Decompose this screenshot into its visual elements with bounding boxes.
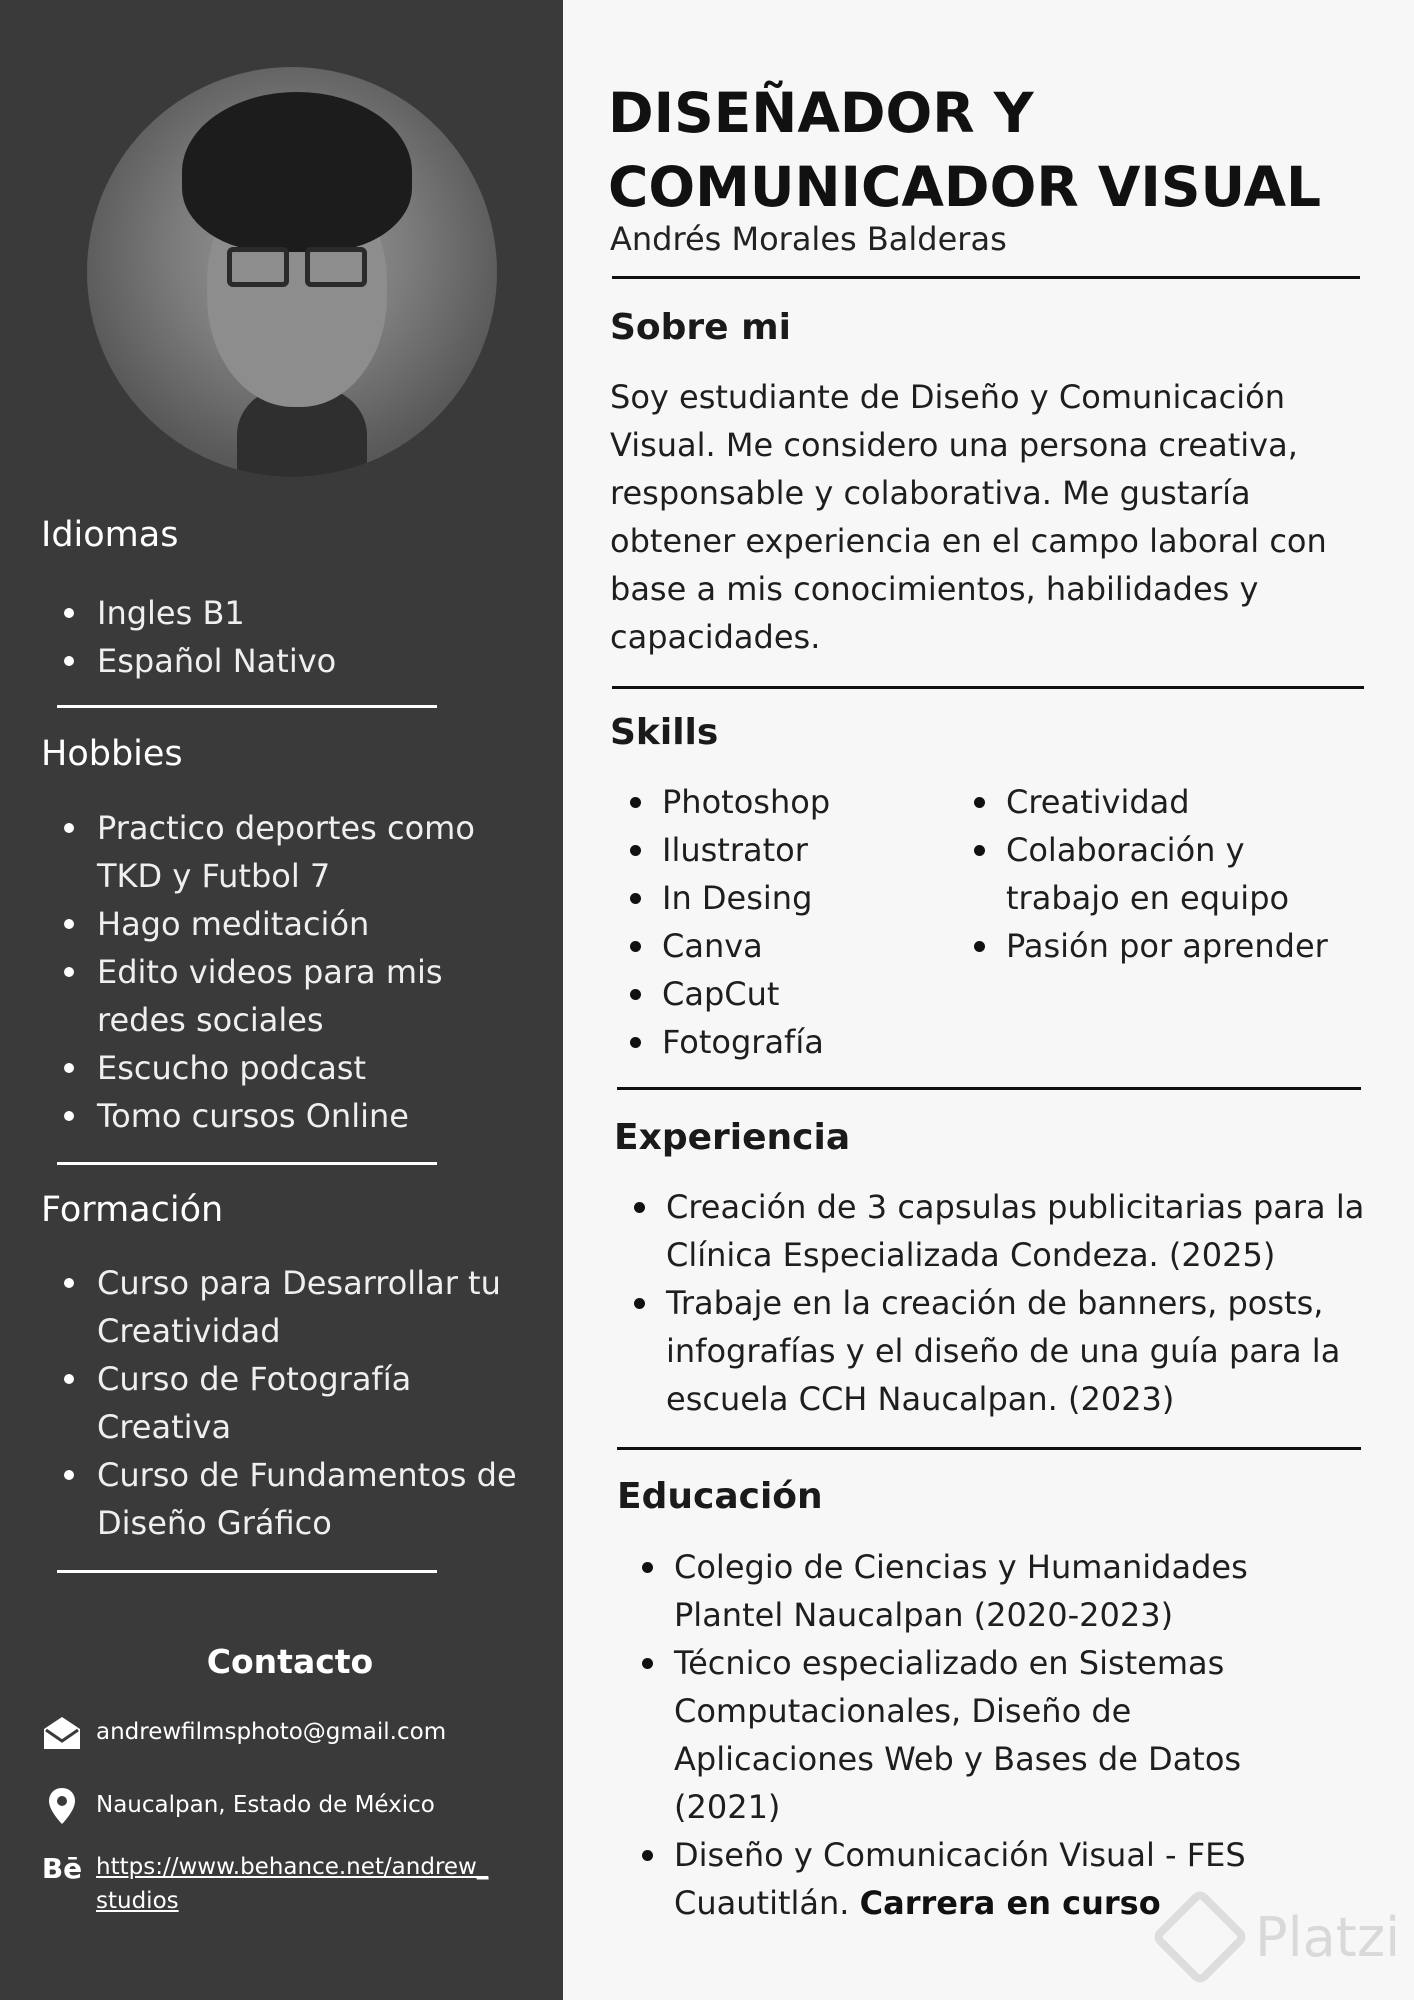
formacion-heading: Formación [41,1190,224,1230]
divider [617,1447,1361,1450]
list-item: CapCut [620,970,950,1018]
sidebar [0,0,563,2000]
list-item: Trabaje en la creación de banners, posts, infografías y el diseño de una guía para la escuela CCH Naucalpan. (2023) [624,1279,1394,1423]
list-item: Pasión por aprender [964,922,1344,970]
list-item: Curso para Desarrollar tu Creatividad [57,1259,537,1355]
envelope-icon [40,1715,84,1751]
sobre-heading: Sobre mi [610,307,791,348]
list-item: Hago meditación [57,900,527,948]
idiomas-heading: Idiomas [41,515,179,555]
divider [57,1570,437,1573]
location-text: Naucalpan, Estado de México [96,1792,435,1818]
list-item: Canva [620,922,950,970]
divider [57,705,437,708]
hobbies-heading: Hobbies [41,734,183,774]
divider [612,276,1360,279]
educacion-heading: Educación [617,1476,823,1517]
list-item: Colaboración y trabajo en equipo [964,826,1344,922]
page-title: DISEÑADOR Y COMUNICADOR VISUAL [608,81,1322,219]
list-item: Español Nativo [57,637,336,685]
person-name: Andrés Morales Balderas [610,220,1007,258]
contact-behance [40,1850,496,1918]
list-item: Ilustrator [620,826,950,874]
list-item: Photoshop [620,778,950,826]
email-text[interactable]: andrewfilmsphoto@gmail.com [96,1719,447,1745]
divider [617,1087,1361,1090]
educacion-list [632,1543,1332,1927]
divider [612,686,1364,689]
list-item: In Desing [620,874,950,922]
list-item: Fotografía [620,1018,950,1066]
platzi-wordmark: Platzi [1255,1905,1401,1969]
map-pin-icon [40,1788,84,1824]
contact-location [40,1788,435,1824]
list-item: Practico deportes como TKD y Futbol 7 [57,804,527,900]
list-item: Colegio de Ciencias y Humanidades Plantel Naucalpan (2020-2023) [632,1543,1332,1639]
experiencia-heading: Experiencia [614,1117,851,1158]
list-item-text: Diseño y Comunicación Visual - FES Cuautitlán. [674,1836,1246,1922]
skills-list-2 [964,778,1344,970]
experiencia-list [624,1183,1394,1423]
list-item: Tomo cursos Online [57,1092,527,1140]
list-item: Creatividad [964,778,1344,826]
skills-list-1 [620,778,950,1066]
list-item: Ingles B1 [57,589,336,637]
platzi-watermark [1165,1902,1400,1972]
list-item: Curso de Fotografía Creativa [57,1355,537,1451]
contacto-heading: Contacto [206,1642,374,1681]
behance-icon: Bē [41,1851,83,1885]
contact-email [40,1715,446,1751]
list-item: Curso de Fundamentos de Diseño Gráfico [57,1451,537,1547]
skills-heading: Skills [610,712,719,753]
formacion-list [57,1259,537,1547]
hobbies-list [57,804,527,1140]
list-item: Técnico especializado en Sistemas Computacionales, Diseño de Aplicaciones Web y Bases de Datos (2021) [632,1639,1332,1831]
sobre-text: Soy estudiante de Diseño y Comunicación Visual. Me considero una persona creativa, responsable y colaborativa. Me gustaría obtener experiencia en el campo laboral con base a mis conocimientos, habilidades y capacidades. [610,378,1327,656]
divider [57,1162,437,1165]
idiomas-list [57,589,336,685]
list-item: Edito videos para mis redes sociales [57,948,527,1044]
list-item: Creación de 3 capsulas publicitarias para la Clínica Especializada Condeza. (2025) [624,1183,1394,1279]
profile-photo [87,67,497,477]
list-item: Escucho podcast [57,1044,527,1092]
behance-link[interactable]: https://www.behance.net/andrew_studios [96,1854,489,1914]
platzi-logo-icon [1151,1888,1250,1987]
list-item-emphasis: Carrera en curso [859,1884,1161,1922]
